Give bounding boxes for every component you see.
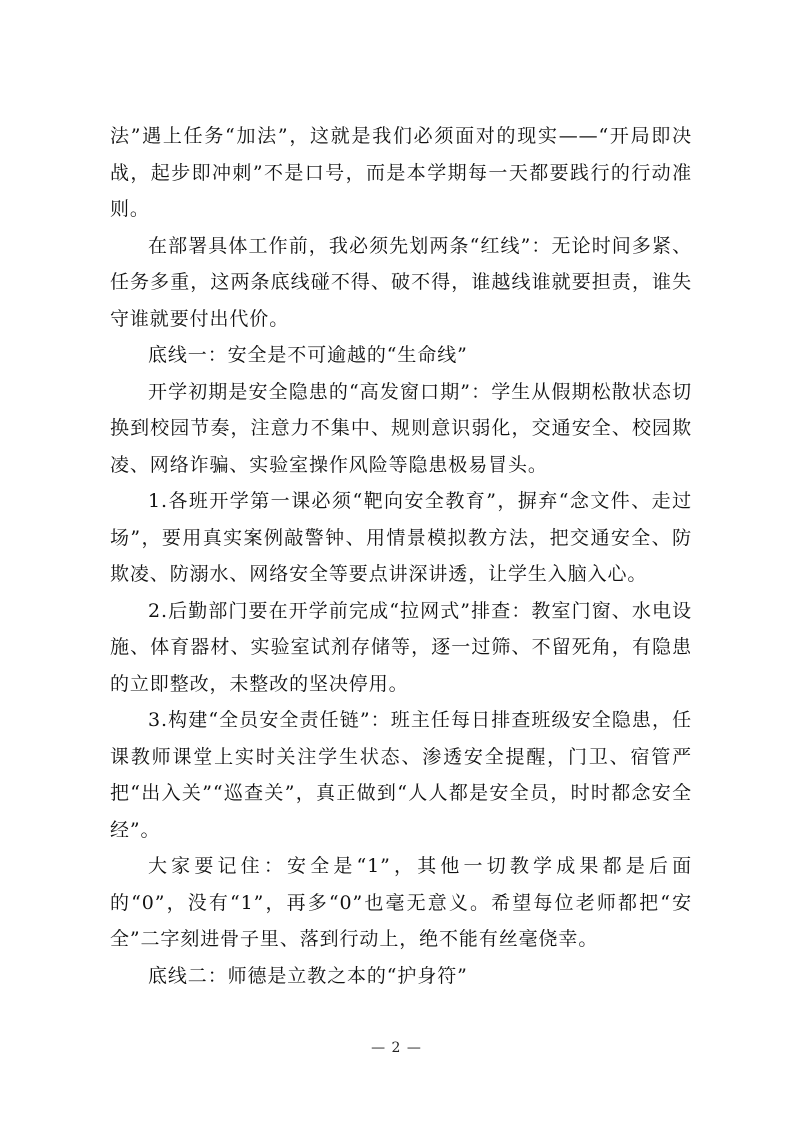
document-body <box>110 118 692 994</box>
page-number: — 2 — <box>371 1040 422 1056</box>
list-item: 3.构建“全员安全责任链”：班主任每日排查班级安全隐患，任课教师课堂上实时关注学生状态、渗透安全提醒，门卫、宿管严把“出入关”“巡查关”，真正做到“人人都是安全员，时时都念安全经”。 <box>110 709 692 841</box>
paragraph: 在部署具体工作前，我必须先划两条“红线”：无论时间多紧、任务多重，这两条底线碰不得、破不得，谁越线谁就要担责，谁失守谁就要付出代价。 <box>110 234 692 330</box>
list-item: 1.各班开学第一课必须“靶向安全教育”，摒弃“念文件、走过场”，要用真实案例敲警钟、用情景模拟教方法，把交通安全、防欺凌、防溺水、网络安全等要点讲深讲透，让学生入脑入心。 <box>110 490 692 585</box>
section-heading: 底线一：安全是不可逾越的“生命线” <box>148 344 468 366</box>
paragraph: 大家要记住：安全是“1”，其他一切教学成果都是后面的“0”，没有“1”，再多“0”也毫无意义。希望每位老师都把“安全”二字刻进骨子里、落到行动上，绝不能有丝毫侥幸。 <box>110 855 692 950</box>
paragraph: 开学初期是安全隐患的“高发窗口期”：学生从假期松散状态切换到校园节奏，注意力不集中、规则意识弱化，交通安全、校园欺凌、网络诈骗、实验室操作风险等隐患极易冒头。 <box>110 380 692 476</box>
section-heading: 底线二：师德是立教之本的“护身符” <box>148 964 468 987</box>
list-item: 2.后勤部门要在开学前完成“拉网式”排查：教室门窗、水电设施、体育器材、实验室试剂存储等，逐一过筛、不留死角，有隐患的立即整改，未整改的坚决停用。 <box>110 599 692 695</box>
paragraph: 法”遇上任务“加法”，这就是我们必须面对的现实——“开局即决战，起步即冲刺”不是口号，而是本学期每一天都要践行的行动准则。 <box>110 125 692 220</box>
